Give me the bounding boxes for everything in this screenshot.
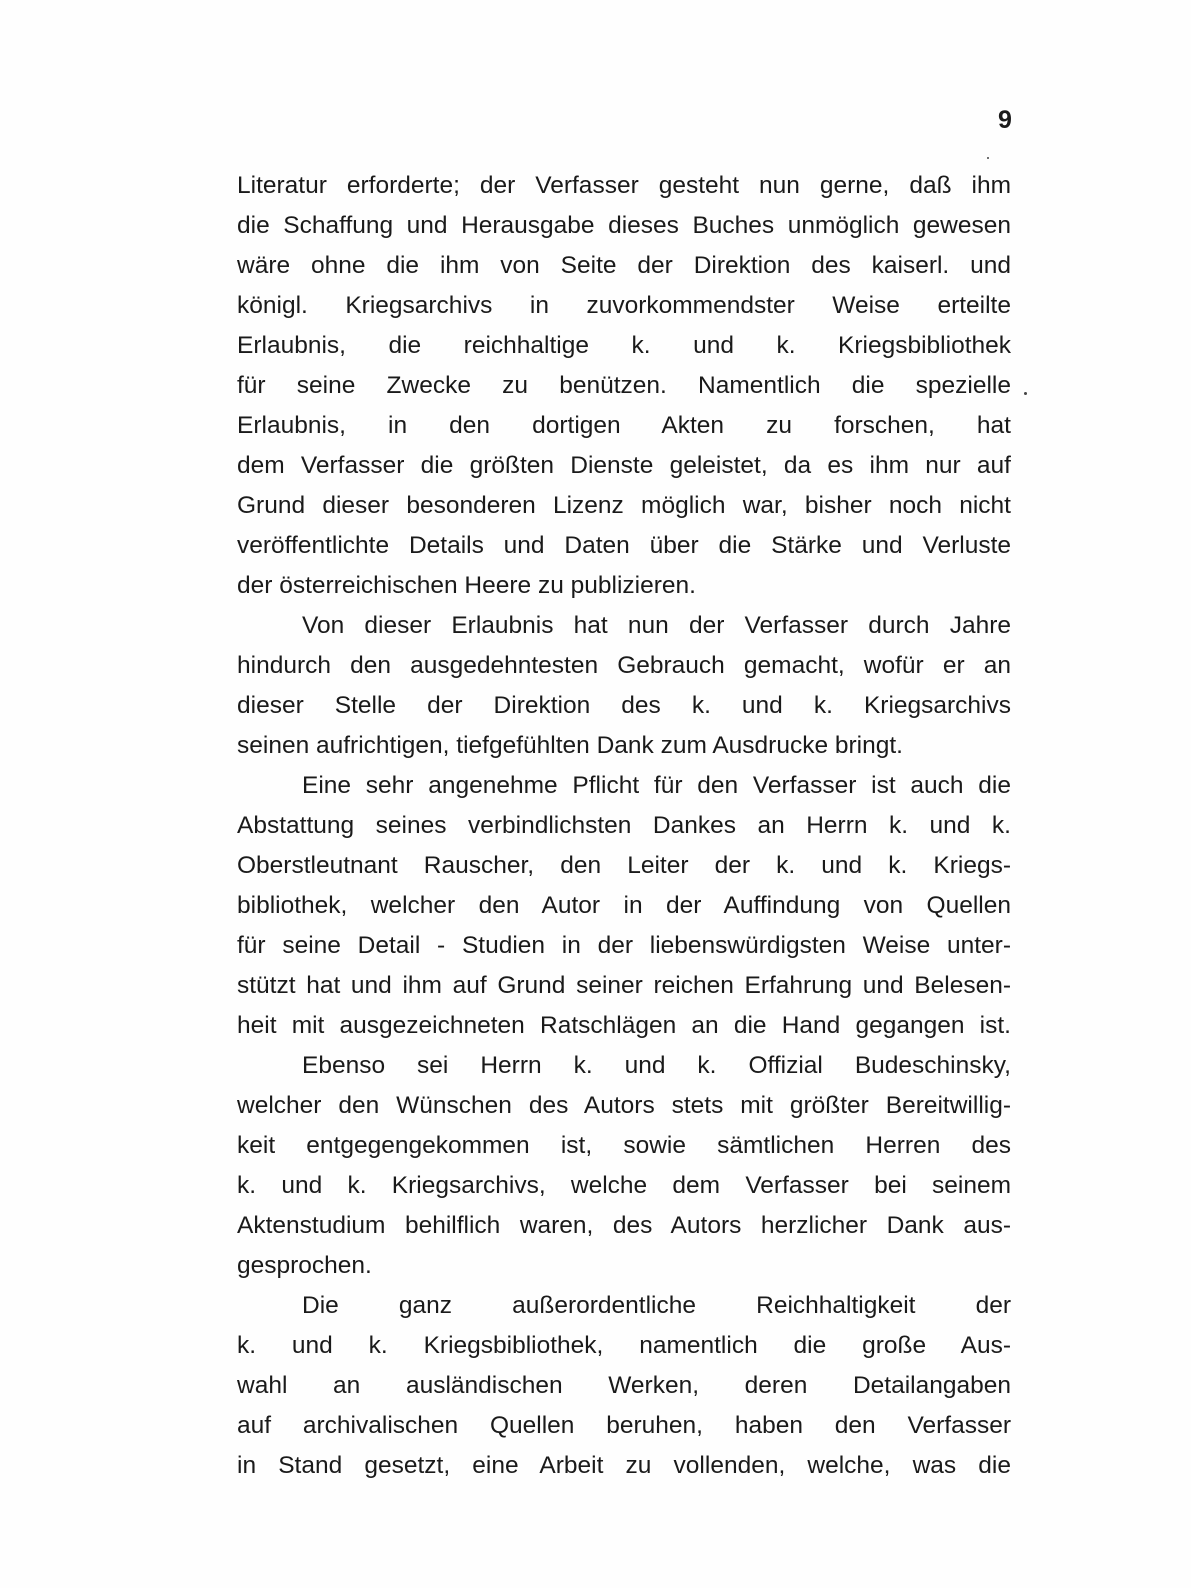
text-line: Von dieser Erlaubnis hat nun der Verfasser durch Jahre [302,612,1011,639]
text-line: keit entgegengekommen ist, sowie sämtlichen Herren des [237,1132,1011,1159]
text-line: bibliothek, welcher den Autor in der Auffindung von Quellen [237,892,1011,919]
text-line: Eine sehr angenehme Pflicht für den Verfasser ist auch die [302,772,1011,799]
page-number: 9 [998,106,1012,134]
margin-mark [987,157,989,159]
text-line: Oberstleutnant Rauscher, den Leiter der k. und k. Kriegs- [237,852,1011,879]
text-line: Literatur erforderte; der Verfasser gesteht nun gerne, daß ihm [237,172,1011,199]
text-line: welcher den Wünschen des Autors stets mit größter Bereitwillig- [237,1092,1011,1119]
text-line: seinen aufrichtigen, tiefgefühlten Dank zum Ausdrucke bringt. [237,732,903,759]
text-line: veröffentlichte Details und Daten über die Stärke und Verluste [237,532,1011,559]
text-line: der österreichischen Heere zu publizieren. [237,572,696,599]
text-line: k. und k. Kriegsarchivs, welche dem Verfasser bei seinem [237,1172,1011,1199]
text-line: k. und k. Kriegsbibliothek, namentlich die große Aus- [237,1332,1011,1359]
text-line: für seine Detail - Studien in der liebenswürdigsten Weise unter- [237,932,1011,959]
text-line: Erlaubnis, in den dortigen Akten zu forschen, hat [237,412,1011,439]
text-line: die Schaffung und Herausgabe dieses Buches unmöglich gewesen [237,212,1011,239]
text-line: heit mit ausgezeichneten Ratschlägen an die Hand gegangen ist. [237,1012,1011,1039]
text-line: auf archivalischen Quellen beruhen, haben den Verfasser [237,1412,1011,1439]
text-line: dem Verfasser die größten Dienste geleistet, da es ihm nur auf [237,452,1011,479]
text-line: wäre ohne die ihm von Seite der Direktion des kaiserl. und [237,252,1011,279]
text-line: Ebenso sei Herrn k. und k. Offizial Budeschinsky, [302,1052,1011,1079]
text-line: für seine Zwecke zu benützen. Namentlich die spezielle [237,372,1011,399]
text-line: dieser Stelle der Direktion des k. und k. Kriegsarchivs [237,692,1011,719]
body-text [237,166,1011,1486]
text-line: Die ganz außerordentliche Reichhaltigkeit der [302,1292,1011,1319]
text-line: Abstattung seines verbindlichsten Dankes an Herrn k. und k. [237,812,1011,839]
text-line: königl. Kriegsarchivs in zuvorkommendster Weise erteilte [237,292,1011,319]
text-line: in Stand gesetzt, eine Arbeit zu vollenden, welche, was die [237,1452,1011,1479]
margin-mark [1024,392,1027,395]
text-line: wahl an ausländischen Werken, deren Detailangaben [237,1372,1011,1399]
text-line: stützt hat und ihm auf Grund seiner reichen Erfahrung und Belesen- [237,972,1011,999]
text-line: Aktenstudium behilflich waren, des Autors herzlicher Dank aus- [237,1212,1011,1239]
text-line: gesprochen. [237,1252,372,1279]
text-line: hindurch den ausgedehntesten Gebrauch gemacht, wofür er an [237,652,1011,679]
text-line: Erlaubnis, die reichhaltige k. und k. Kriegsbibliothek [237,332,1011,359]
text-line: Grund dieser besonderen Lizenz möglich war, bisher noch nicht [237,492,1011,519]
